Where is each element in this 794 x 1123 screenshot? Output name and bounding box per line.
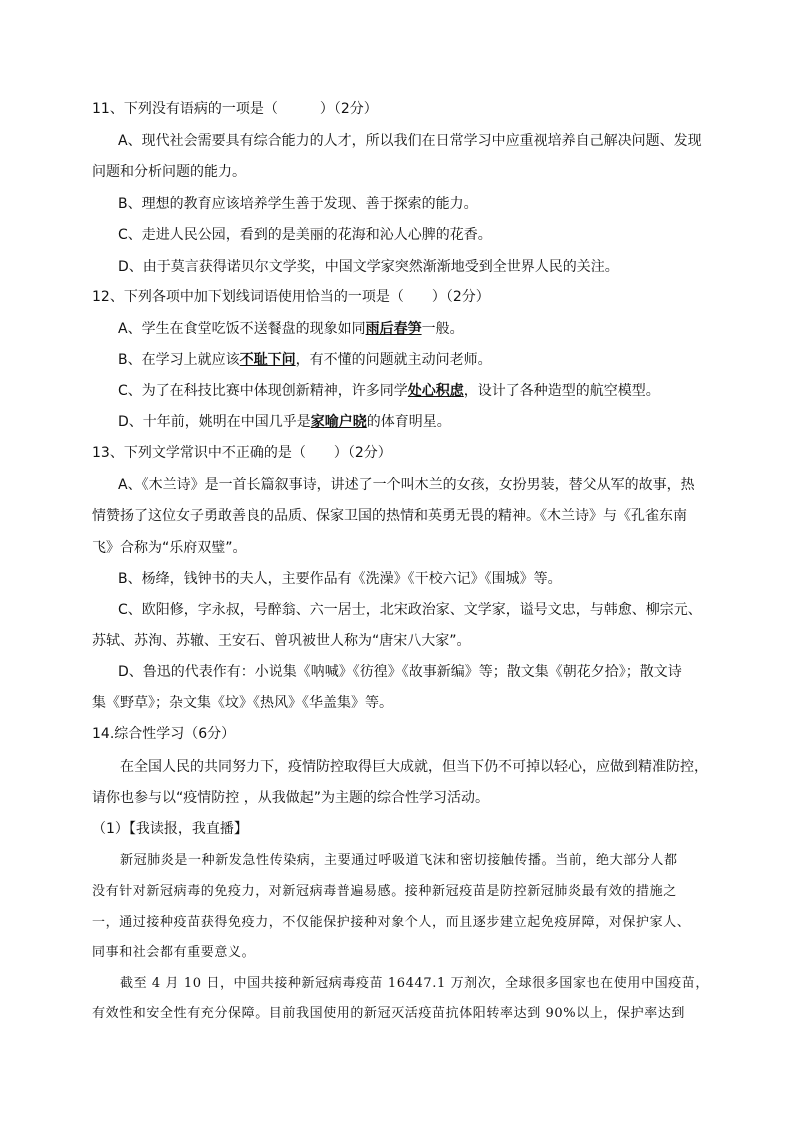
q13-option-a-line1: A、《木兰诗》是一首长篇叙事诗，讲述了一个叫木兰的女孩，女扮男装，替父从军的故事，热	[118, 477, 695, 493]
q13-option-c-line1: C、欧阳修，字永叔，号醉翁、六一居士，北宋政治家、文学家，谥号文忠，与韩愈、柳宗元、	[118, 602, 702, 618]
passage-p1-line2: 没有针对新冠病毒的免疫力，对新冠病毒普遍易感。接种新冠疫苗是防控新冠肺炎最有效的措施之	[92, 884, 677, 899]
q12-option-c-text: C、为了在科技比赛中体现创新精神，许多同学	[118, 383, 408, 399]
q11-option-d: D、由于莫言获得诺贝尔文学奖，中国文学家突然渐渐地受到全世界人民的关注。	[118, 259, 619, 275]
q11-option-a-line1: A、现代社会需要具有综合能力的人才，所以我们在日常学习中应重视培养自己解决问题、发现	[118, 133, 702, 149]
q13-stem: 13、下列文学常识中不正确的是（ ）（2分）	[92, 445, 392, 461]
q11-option-c: C、走进人民公园，看到的是美丽的花海和沁人心脾的花香。	[118, 227, 492, 243]
q12-option-b	[118, 350, 492, 370]
q14-subtask-1-heading: （1）【我读报，我直播】	[92, 821, 248, 837]
q12-option-d-tail: 的体育明星。	[366, 414, 451, 430]
q13-option-b: B、杨绛，钱钟书的夫人，主要作品有《洗澡》《干校六记》《围城》等。	[118, 571, 562, 587]
q12-option-a-text: A、学生在食堂吃饭不送餐盘的现象如同	[118, 321, 366, 337]
passage-p2-line1: 截至 4 月 10 日，中国共接种新冠病毒疫苗 16447.1 万剂次，全球很多国家也在使用中国疫苗，	[120, 976, 709, 991]
q12-option-a-underlined-term: 雨后春笋	[365, 321, 422, 337]
q14-intro-line2: 请你也参与以“疫情防控 ，从我做起”为主题的综合性学习活动。	[92, 790, 489, 806]
q12-option-a-tail: 一般。	[421, 321, 464, 337]
q12-option-b-underlined-term: 不耻下问	[239, 352, 296, 368]
q14-stem: 14.综合性学习（6分）	[92, 726, 236, 742]
passage-p1-line1: 新冠肺炎是一种新发急性传染病，主要通过呼吸道飞沫和密切接触传播。当前，绝大部分人都	[120, 853, 678, 868]
q12-option-d	[118, 412, 451, 432]
q12-option-c-tail: ，设计了各种造型的航空模型。	[463, 383, 660, 399]
q12-option-d-underlined-term: 家喻户晓	[310, 414, 367, 430]
q13-option-a-line3: 飞》合称为“乐府双璧”。	[92, 540, 247, 556]
q13-option-d-line2: 集《野草》；杂文集《坟》《热风》《华盖集》等。	[92, 695, 393, 711]
q12-option-c-underlined-term: 处心积虑	[407, 383, 464, 399]
q12-option-c	[118, 381, 660, 401]
q14-intro-line1: 在全国人民的共同努力下，疫情防控取得巨大成就，但当下仍不可掉以轻心，应做到精准防控，	[120, 759, 708, 775]
passage-p1-line4: 同事和社会都有重要意义。	[92, 945, 256, 960]
q11-option-a-line2: 问题和分析问题的能力。	[92, 164, 246, 180]
q12-stem: 12、下列各项中加下划线词语使用恰当的一项是（ ）（2分）	[92, 289, 490, 305]
q13-option-a-line2: 情赞扬了这位女子勇敢善良的品质、保家卫国的热情和英勇无畏的精神。《木兰诗》与《孔雀东南	[92, 508, 687, 524]
q12-option-b-tail: ，有不懂的问题就主动问老师。	[295, 352, 492, 368]
q12-option-b-text: B、在学习上就应该	[118, 352, 240, 368]
q11-option-b: B、理想的教育应该培养学生善于发现、善于探索的能力。	[118, 196, 478, 212]
passage-p1-line3: 一，通过接种疫苗获得免疫力，不仅能保护接种对象个人，而且逐步建立起免疫屏障，对保护家人、	[92, 915, 691, 930]
q13-option-d-line1: D、鲁迅的代表作有：小说集《呐喊》《彷徨》《故事新编》等；散文集《朝花夕拾》；散文诗	[118, 664, 682, 680]
q13-option-c-line2: 苏轼、苏洵、苏辙、王安石、曾巩被世人称为“唐宋八大家”。	[92, 633, 471, 649]
passage-p2-line2: 有效性和安全性有充分保障。目前我国使用的新冠灭活疫苗抗体阳转率达到 90%以上，保护率达到	[92, 1006, 686, 1021]
q12-option-a	[118, 319, 464, 339]
q12-option-d-text: D、十年前，姚明在中国几乎是	[118, 414, 311, 430]
q11-stem: 11、下列没有语病的一项是（ ）（2分）	[92, 101, 378, 117]
